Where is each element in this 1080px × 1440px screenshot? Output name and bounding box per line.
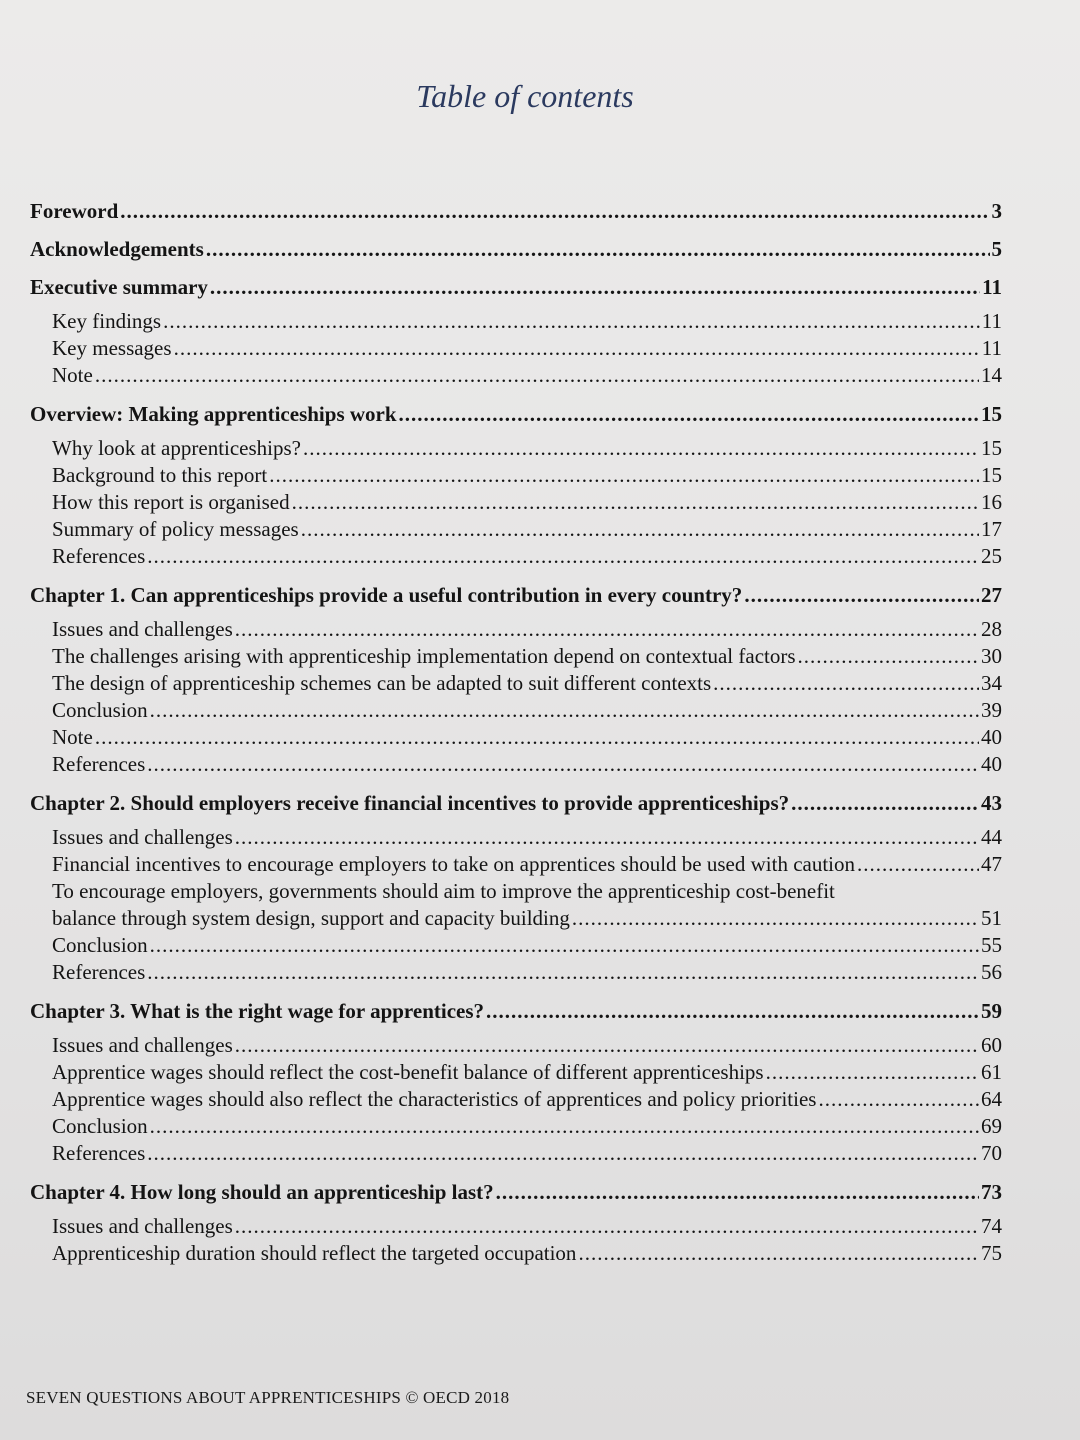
dot-leader: [95, 724, 979, 751]
subentry-page-number: 17: [981, 517, 1002, 541]
section-page-number: 27: [981, 583, 1002, 607]
dot-leader: [791, 784, 979, 822]
toc-subentry[interactable]: [52, 1059, 1002, 1086]
toc-section: [30, 192, 1002, 230]
toc-section-entry[interactable]: [30, 268, 1002, 306]
dot-leader: [713, 670, 979, 697]
subentry-title: Apprentice wages should reflect the cost-benefit balance of different apprenticeships: [52, 1060, 764, 1084]
subentry-page-number: 60: [981, 1033, 1002, 1057]
dot-leader: [269, 462, 979, 489]
toc-section: [30, 992, 1002, 1167]
toc-section-entry[interactable]: [30, 395, 1002, 433]
toc-subentry[interactable]: [52, 462, 1002, 489]
subentry-title: The challenges arising with apprenticeship implementation depend on contextual factors: [52, 644, 796, 668]
subentry-title: The design of apprenticeship schemes can be adapted to suit different contexts: [52, 671, 712, 695]
dot-leader: [766, 1059, 979, 1086]
toc-section: [30, 395, 1002, 570]
dot-leader: [150, 697, 979, 724]
subentry-title: Why look at apprenticeships?: [52, 436, 302, 460]
toc-subentry-list: [30, 1032, 1002, 1167]
subentry-page-number: 69: [981, 1114, 1002, 1138]
dot-leader: [147, 1140, 979, 1167]
toc-subentry-list: [30, 435, 1002, 570]
subentry-page-number: 28: [981, 617, 1002, 641]
dot-leader: [496, 1173, 979, 1211]
dot-leader: [147, 751, 979, 778]
section-title: Acknowledgements: [30, 237, 204, 261]
subentry-page-number: 16: [981, 490, 1002, 514]
toc-subentry[interactable]: [52, 751, 1002, 778]
toc-subentry[interactable]: [52, 670, 1002, 697]
subentry-page-number: 34: [981, 671, 1002, 695]
subentry-title: Issues and challenges: [52, 617, 233, 641]
subentry-title: Apprenticeship duration should reflect the targeted occupation: [52, 1241, 577, 1265]
section-title: Chapter 2. Should employers receive financial incentives to provide apprenticeships?: [30, 791, 790, 815]
page-footer: SEVEN QUESTIONS ABOUT APPRENTICESHIPS © OECD 2018: [26, 1388, 510, 1407]
toc-subentry[interactable]: [52, 932, 1002, 959]
dot-leader: [210, 268, 980, 306]
toc-section: [30, 576, 1002, 778]
subentry-title: Note: [52, 725, 93, 749]
subentry-title: Issues and challenges: [52, 825, 233, 849]
subentry-title: Financial incentives to encourage employers to take on apprentices should be used with caution: [52, 852, 856, 876]
toc-subentry[interactable]: [52, 1086, 1002, 1113]
toc-subentry[interactable]: [52, 878, 1002, 932]
dot-leader: [174, 335, 980, 362]
subentry-title: Key findings: [52, 309, 162, 333]
subentry-page-number: 14: [981, 363, 1002, 387]
subentry-page-number: 51: [981, 906, 1002, 930]
subentry-title: References: [52, 1141, 146, 1165]
subentry-title: Note: [52, 363, 93, 387]
subentry-page-number: 39: [981, 698, 1002, 722]
subentry-page-number: 64: [981, 1087, 1002, 1111]
dot-leader: [857, 851, 979, 878]
toc-subentry-list: [30, 308, 1002, 389]
toc-subentry[interactable]: [52, 724, 1002, 751]
dot-leader: [150, 932, 979, 959]
dot-leader: [303, 435, 979, 462]
subentry-title: Apprentice wages should also reflect the characteristics of apprentices and policy priorities: [52, 1087, 817, 1111]
toc-section: [30, 230, 1002, 268]
subentry-page-number: 15: [981, 463, 1002, 487]
subentry-page-number: 55: [981, 933, 1002, 957]
section-page-number: 5: [991, 237, 1002, 261]
toc-section-entry[interactable]: [30, 1173, 1002, 1211]
subentry-page-number: 11: [981, 336, 1002, 360]
section-title: Overview: Making apprenticeships work: [30, 402, 397, 426]
section-title: Executive summary: [30, 275, 208, 299]
section-page-number: 59: [981, 999, 1002, 1023]
toc-subentry[interactable]: [52, 1032, 1002, 1059]
dot-leader: [163, 308, 980, 335]
dot-leader: [399, 395, 979, 433]
toc-subentry-list: [30, 824, 1002, 986]
toc-section: [30, 1173, 1002, 1267]
toc-subentry[interactable]: [52, 643, 1002, 670]
toc-section-entry[interactable]: [30, 784, 1002, 822]
subentry-page-number: 40: [981, 752, 1002, 776]
subentry-title: Conclusion: [52, 698, 148, 722]
subentry-page-number: 25: [981, 544, 1002, 568]
toc-subentry-list: [30, 1213, 1002, 1267]
dot-leader: [147, 959, 979, 986]
subentry-title: Conclusion: [52, 1114, 148, 1138]
subentry-page-number: 30: [981, 644, 1002, 668]
page-title: Table of contents: [416, 78, 634, 114]
dot-leader: [147, 543, 979, 570]
subentry-page-number: 44: [981, 825, 1002, 849]
dot-leader: [798, 643, 979, 670]
toc-subentry[interactable]: [52, 543, 1002, 570]
dot-leader: [235, 1213, 979, 1240]
toc-subentry[interactable]: [52, 824, 1002, 851]
subentry-title: Conclusion: [52, 933, 148, 957]
subentry-title-continued: balance through system design, support and capacity building: [52, 906, 570, 930]
section-page-number: 73: [981, 1180, 1002, 1204]
subentry-page-number: 74: [981, 1214, 1002, 1238]
dot-leader: [235, 1032, 979, 1059]
dot-leader: [120, 192, 989, 230]
subentry-page-number: 40: [981, 725, 1002, 749]
subentry-title: References: [52, 544, 146, 568]
subentry-title: To encourage employers, governments should aim to improve the apprenticeship cost-benefit: [52, 879, 835, 903]
dot-leader: [744, 576, 979, 614]
toc-subentry[interactable]: [52, 1140, 1002, 1167]
toc-subentry[interactable]: [52, 616, 1002, 643]
toc-subentry[interactable]: [52, 435, 1002, 462]
subentry-page-number: 61: [981, 1060, 1002, 1084]
toc-subentry[interactable]: [52, 851, 1002, 878]
section-page-number: 11: [982, 275, 1002, 299]
section-page-number: 15: [981, 402, 1002, 426]
subentry-page-number: 75: [981, 1241, 1002, 1265]
dot-leader: [572, 905, 979, 932]
dot-leader: [486, 992, 979, 1030]
toc-section-entry[interactable]: [30, 192, 1002, 230]
section-title: Chapter 1. Can apprenticeships provide a useful contribution in every country?: [30, 583, 743, 607]
subentry-title: Issues and challenges: [52, 1214, 233, 1238]
dot-leader: [235, 616, 979, 643]
toc-section-entry[interactable]: [30, 230, 1002, 268]
subentry-title: Background to this report: [52, 463, 268, 487]
subentry-title: Summary of policy messages: [52, 517, 299, 541]
section-title: Chapter 3. What is the right wage for apprentices?: [30, 999, 485, 1023]
dot-leader: [578, 1240, 979, 1267]
dot-leader: [150, 1113, 979, 1140]
subentry-title: How this report is organised: [52, 490, 290, 514]
subentry-page-number: 47: [981, 852, 1002, 876]
subentry-page-number: 70: [981, 1141, 1002, 1165]
subentry-page-number: 56: [981, 960, 1002, 984]
dot-leader: [95, 362, 979, 389]
toc-subentry[interactable]: [52, 335, 1002, 362]
toc-subentry[interactable]: [52, 1213, 1002, 1240]
toc-subentry-list: [30, 616, 1002, 778]
dot-leader: [235, 824, 979, 851]
section-page-number: 43: [981, 791, 1002, 815]
toc-subentry[interactable]: [52, 516, 1002, 543]
toc-subentry[interactable]: [52, 697, 1002, 724]
dot-leader: [292, 489, 979, 516]
subentry-title: References: [52, 960, 146, 984]
subentry-title: Issues and challenges: [52, 1033, 233, 1057]
section-page-number: 3: [991, 199, 1002, 223]
subentry-page-number: 11: [981, 309, 1002, 333]
toc-subentry[interactable]: [52, 489, 1002, 516]
subentry-title: Key messages: [52, 336, 172, 360]
toc-section: [30, 268, 1002, 389]
subentry-page-number: 15: [981, 436, 1002, 460]
dot-leader: [301, 516, 979, 543]
toc-subentry[interactable]: [52, 308, 1002, 335]
section-title: Chapter 4. How long should an apprenticeship last?: [30, 1180, 494, 1204]
toc-subentry[interactable]: [52, 362, 1002, 389]
section-title: Foreword: [30, 199, 119, 223]
table-of-contents: [30, 192, 1002, 1273]
dot-leader: [206, 230, 990, 268]
toc-subentry[interactable]: [52, 1113, 1002, 1140]
dot-leader: [818, 1086, 979, 1113]
toc-section: [30, 784, 1002, 986]
toc-section-entry[interactable]: [30, 992, 1002, 1030]
toc-subentry[interactable]: [52, 1240, 1002, 1267]
subentry-title: References: [52, 752, 146, 776]
toc-subentry[interactable]: [52, 959, 1002, 986]
toc-section-entry[interactable]: [30, 576, 1002, 614]
